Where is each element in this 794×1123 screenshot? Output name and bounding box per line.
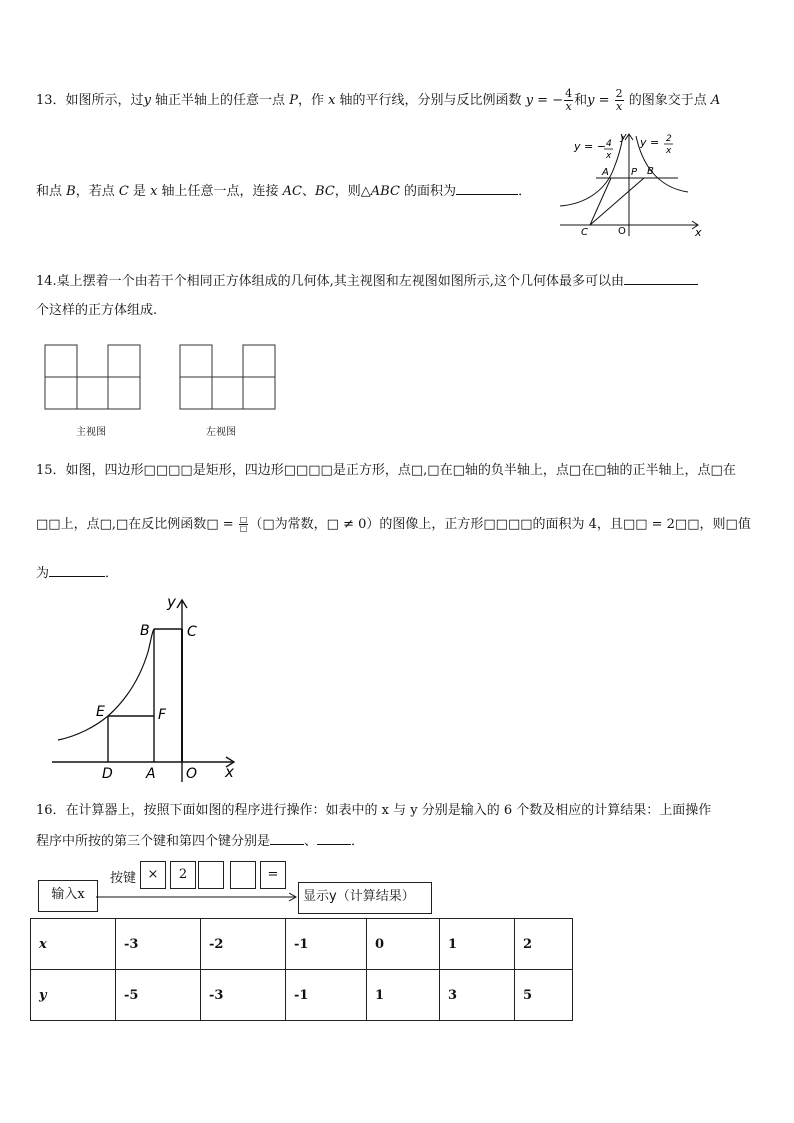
- answer-blank[interactable]: [456, 182, 518, 195]
- q13-figure: [556, 128, 706, 240]
- label-p: P: [631, 167, 638, 178]
- label-f: F: [158, 707, 167, 723]
- key-blank-4[interactable]: [230, 861, 256, 889]
- key-equals[interactable]: =: [260, 861, 286, 889]
- q15-line-1: 15．如图，四边形□□□□是矩形，四边形□□□□是正方形，点□,□在□轴的负半轴上，点□在□轴的正半轴上，点□在: [36, 463, 736, 478]
- q15-line-2: □□上，点□,□在反比例函数□ = $\frac{□}{□}$ （□为常数，□ ≠ 0）的图像上，正方形□□□□的面积为 4，且□□ = 2□□，则□值: [36, 515, 751, 533]
- label-c: C: [581, 227, 588, 238]
- press-keys-label: 按键: [110, 871, 137, 886]
- table-cell: -1: [286, 919, 367, 970]
- q15-line-3: 为 ．: [36, 566, 119, 581]
- answer-blank[interactable]: [49, 564, 105, 577]
- label-f1: y = −: [574, 140, 606, 153]
- label-y: y: [620, 130, 627, 143]
- key-blank-3[interactable]: [198, 861, 224, 889]
- table-header-y: y: [31, 970, 116, 1021]
- label-b: B: [647, 166, 654, 177]
- label-d: D: [102, 766, 113, 782]
- label-f2: y =: [640, 136, 660, 149]
- label-x: x: [695, 226, 702, 239]
- left-view-caption: 左视图: [206, 427, 236, 438]
- front-view-caption: 主视图: [76, 427, 106, 438]
- table-cell: 5: [515, 970, 573, 1021]
- hyperbola-curve: [58, 629, 154, 740]
- flow-arrow: [96, 890, 300, 904]
- table-cell: 1: [440, 919, 515, 970]
- table-cell: -2: [201, 919, 286, 970]
- fraction-k-over-x: $\frac{□}{□}$: [239, 515, 248, 533]
- segment-ac: [590, 178, 611, 225]
- label-f1-den: x: [606, 151, 612, 161]
- q16-line-2: 程序中所按的第三个键和第四个键分别是 、 ．: [36, 834, 365, 849]
- label-c: C: [187, 624, 197, 640]
- answer-blank-1[interactable]: [270, 832, 304, 845]
- q15-figure: [48, 592, 248, 787]
- front-view-figure: [44, 344, 144, 412]
- table-cell: 2: [515, 919, 573, 970]
- xy-table: [30, 918, 573, 1021]
- table-cell: -1: [286, 970, 367, 1021]
- label-f1-num: 4: [606, 139, 612, 149]
- segment-bc: [590, 178, 644, 225]
- table-row-y: [31, 970, 573, 1021]
- output-y-box: 显示y（计算结果）: [298, 882, 432, 914]
- answer-blank[interactable]: [624, 272, 698, 285]
- label-e: E: [96, 704, 105, 720]
- label-y: y: [167, 593, 176, 611]
- q13-line-2: 和点 B，若点 C 是 x 轴上任意一点，连接 AC、BC，则△ABC 的面积为 ．: [36, 184, 532, 199]
- answer-blank-2[interactable]: [317, 832, 351, 845]
- table-row-x: [31, 919, 573, 970]
- label-a: A: [146, 766, 156, 782]
- q14-line-2: 个这样的正方体组成.: [36, 303, 158, 318]
- key-2[interactable]: 2: [170, 861, 196, 889]
- table-cell: -3: [201, 970, 286, 1021]
- label-x: x: [225, 763, 234, 781]
- table-header-x: x: [31, 919, 116, 970]
- q13-line-1: 13．如图所示，过y 轴正半轴上的任意一点 P，作 x 轴的平行线，分别与反比例函数 y = − $\frac{4}{x}$ 和y = $\frac{2}{x}$ 的图象交于点 A: [36, 87, 721, 113]
- input-x-box: 输入x: [38, 880, 98, 912]
- label-o: O: [618, 226, 626, 237]
- table-cell: -3: [116, 919, 201, 970]
- table-cell: 1: [367, 970, 440, 1021]
- label-o: O: [186, 766, 198, 782]
- left-view-figure: [179, 344, 279, 412]
- table-cell: -5: [116, 970, 201, 1021]
- fraction-2-over-x: $\frac{2}{x}$: [615, 87, 623, 113]
- q16-line-1: 16．在计算器上，按照下面如图的程序进行操作：如表中的 x 与 y 分别是输入的 6 个数及相应的计算结果：上面操作: [36, 803, 712, 818]
- label-f2-den: x: [666, 146, 672, 156]
- fraction-neg-4-over-x: $\frac{4}{x}$: [565, 87, 573, 113]
- label-f2-num: 2: [666, 134, 672, 144]
- table-cell: 0: [367, 919, 440, 970]
- table-cell: 3: [440, 970, 515, 1021]
- label-a: A: [602, 167, 609, 178]
- q14-line-1: 14.桌上摆着一个由若干个相同正方体组成的几何体,其主视图和左视图如图所示,这个几何体最多可以由: [36, 272, 698, 291]
- label-b: B: [140, 623, 150, 639]
- key-times[interactable]: ×: [140, 861, 166, 889]
